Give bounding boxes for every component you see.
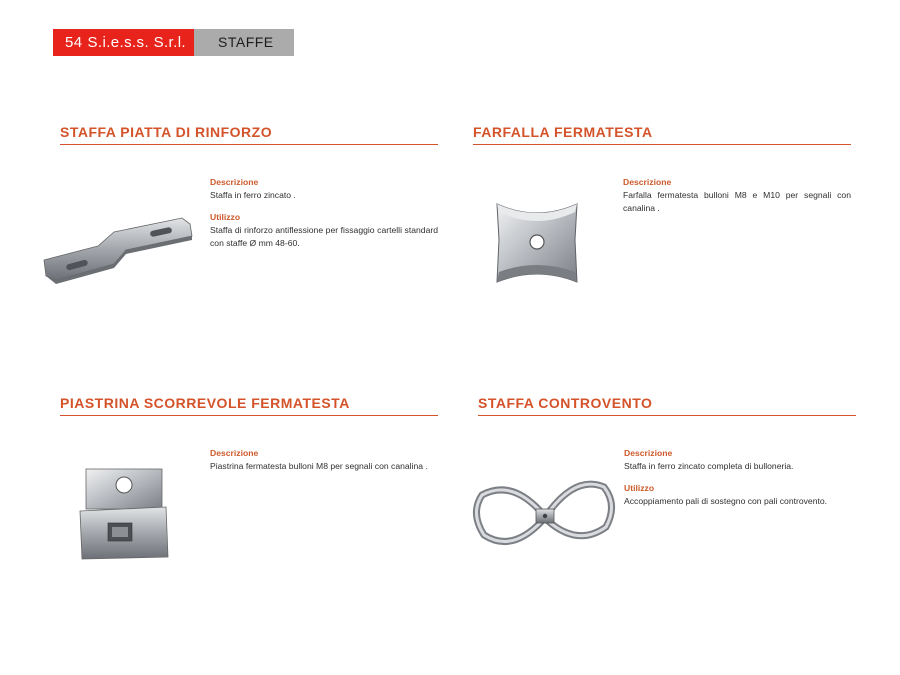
double-clamp-image xyxy=(472,473,618,557)
header-company-block xyxy=(53,29,194,56)
description-text: Farfalla fermatesta bulloni M8 e M10 per segnali con canalina . xyxy=(623,190,851,213)
section-title: STAFFE xyxy=(194,29,294,56)
description-text: Piastrina fermatesta bulloni M8 per segnali con canalina . xyxy=(210,461,428,471)
product-piastrina-scorrevole xyxy=(60,395,438,471)
description-text: Staffa in ferro zincato completa di bulloneria. xyxy=(624,461,794,471)
product-title: PIASTRINA SCORREVOLE FERMATESTA xyxy=(60,395,438,416)
product-title: FARFALLA FERMATESTA xyxy=(473,124,851,145)
sliding-plate-image xyxy=(78,467,174,563)
product-title: STAFFA CONTROVENTO xyxy=(478,395,856,416)
product-details xyxy=(623,176,851,215)
page-header xyxy=(53,29,294,56)
use-label: Utilizzo xyxy=(624,483,655,493)
product-title: STAFFA PIATTA DI RINFORZO xyxy=(60,124,438,145)
product-staffa-piatta xyxy=(60,124,438,248)
description-text: Staffa in ferro zincato . xyxy=(210,190,296,200)
product-details xyxy=(210,176,438,250)
company-name: S.i.e.s.s. S.r.l. xyxy=(87,34,186,51)
description-label: Descrizione xyxy=(623,177,672,187)
product-details xyxy=(624,447,852,508)
page-number: 54 xyxy=(65,34,83,51)
product-staffa-controvento xyxy=(478,395,856,506)
description-label: Descrizione xyxy=(210,177,259,187)
description-label: Descrizione xyxy=(210,448,259,458)
use-label: Utilizzo xyxy=(210,212,241,222)
flat-bracket-image xyxy=(42,210,202,290)
product-farfalla-fermatesta xyxy=(473,124,851,213)
use-text: Staffa di rinforzo antiflessione per fissaggio cartelli standard con staffe Ø mm 48-60. xyxy=(210,225,438,248)
product-details xyxy=(210,447,438,473)
butterfly-clip-image xyxy=(491,200,583,286)
use-text: Accoppiamento pali di sostegno con pali controvento. xyxy=(624,496,828,506)
description-label: Descrizione xyxy=(624,448,673,458)
